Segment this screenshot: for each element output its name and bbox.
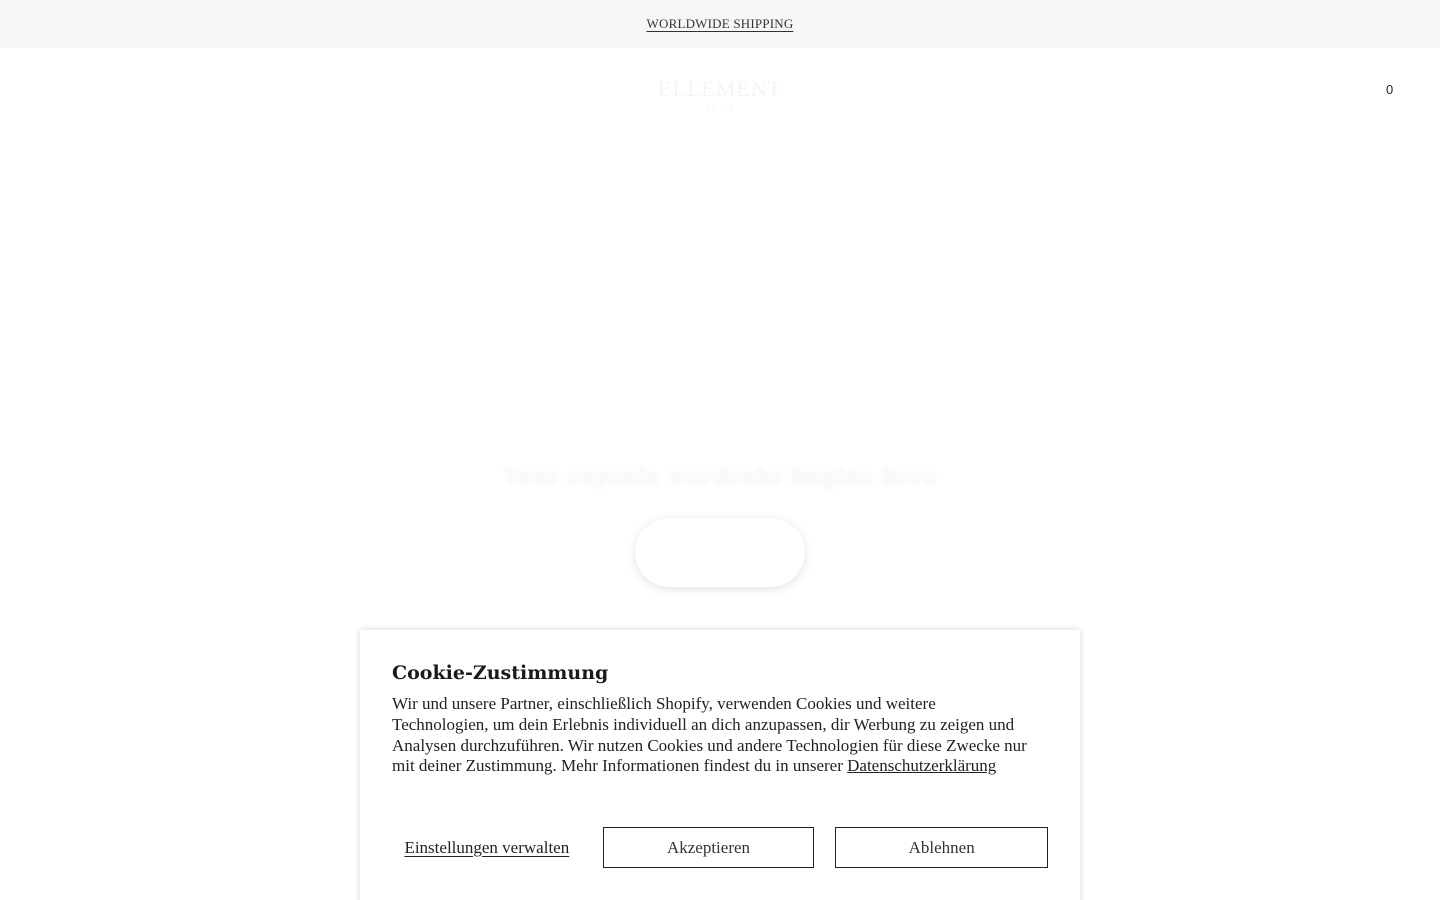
announcement-bar: [0, 0, 1440, 48]
hero-heading: Your capsule wardrobe begins here: [503, 464, 937, 490]
site-header: [0, 48, 1440, 138]
manage-settings-link[interactable]: Einstellungen verwalten: [404, 837, 570, 857]
privacy-policy-link[interactable]: Datenschutzerklärung: [847, 756, 997, 776]
cookie-body-text: [392, 694, 1032, 777]
cookie-title: Cookie-Zustimmung: [392, 662, 609, 684]
hero-cta-button[interactable]: [635, 518, 805, 587]
decline-button[interactable]: Ablehnen: [835, 827, 1048, 868]
hero-section: [0, 138, 1440, 618]
accept-button[interactable]: Akzeptieren: [603, 827, 815, 868]
logo-sub-text: SHOP: [704, 104, 736, 114]
cart-count[interactable]: 0: [1386, 82, 1394, 97]
logo[interactable]: [657, 70, 783, 120]
announcement-link[interactable]: WORLDWIDE SHIPPING: [646, 16, 794, 31]
cookie-consent-banner: [360, 630, 1080, 900]
cookie-actions: [392, 827, 1048, 868]
logo-main-text: ELLEMENT: [657, 76, 783, 101]
cookie-body: Wir und unsere Partner, einschließlich Shopify, verwenden Cookies und weitere Technologien, um dein Erlebnis individuell an dich anzupassen, dir Werbung zu zeigen und Analysen durchzuführen. Wir nutzen Cookies und andere Technologien für diese Zwecke nur mit deiner Zustimmung. Mehr Informationen findest du in unserer: [392, 694, 1027, 776]
